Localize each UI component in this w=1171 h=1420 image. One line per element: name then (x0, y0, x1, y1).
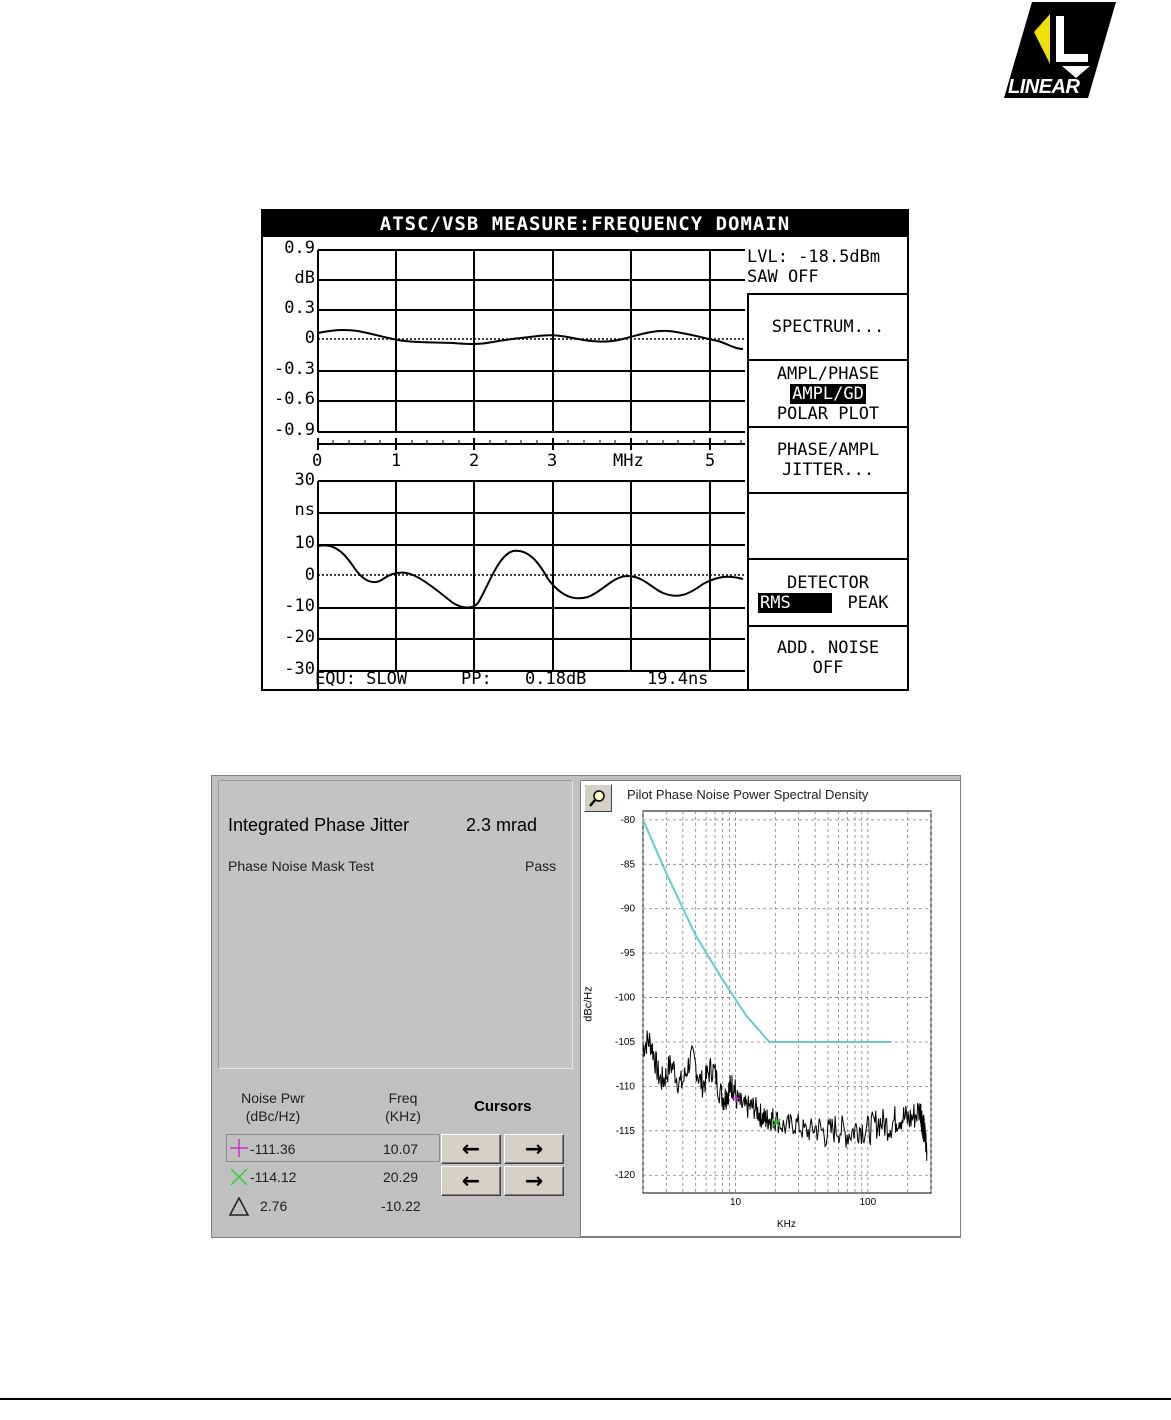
detector-softkey[interactable] (749, 558, 907, 625)
y-tick-label: -100 (614, 992, 635, 1004)
cursor1-noise-pwr: -111.36 (250, 1141, 296, 1157)
group-delay-trace (318, 545, 743, 607)
results-box (218, 780, 573, 1069)
add-noise-value: OFF (812, 658, 844, 678)
jitter-value: 2.3 mrad (466, 815, 538, 835)
noise-pwr-header-line1: Noise Pwr (241, 1090, 305, 1106)
cursor2-freq: 20.29 (383, 1169, 419, 1185)
phase-ampl-jitter-softkey[interactable] (749, 426, 907, 492)
pp-ns-value: 19.4ns (647, 669, 709, 689)
spectrum-softkey[interactable] (749, 293, 907, 359)
psd-chart-panel (580, 780, 961, 1237)
freq-header-line1: Freq (388, 1090, 418, 1106)
cursor2-noise-pwr: -114.12 (250, 1169, 297, 1185)
pp-label: PP: (461, 669, 492, 689)
ampl-axis-label: 0 (304, 328, 315, 348)
x-tick-label: 10 (729, 1197, 742, 1208)
ampl-gd-label: AMPL/GD (792, 383, 864, 404)
gd-axis-label: -20 (284, 627, 315, 647)
empty-softkey[interactable] (749, 492, 907, 558)
y-tick-label: -120 (614, 1170, 635, 1182)
gd-axis-label: -10 (284, 596, 315, 616)
cursors-label: Cursors (474, 1098, 532, 1115)
psd-chart (581, 781, 960, 1236)
delta-triangle-icon (228, 1195, 250, 1217)
freq-header (378, 1089, 428, 1125)
freq-axis-label: 2 (469, 451, 480, 471)
cursor-table (218, 1071, 578, 1231)
freq-axis-label: 1 (391, 451, 402, 471)
level-readout: LVL: -18.5dBm (747, 247, 881, 267)
mask-test-result: Pass (525, 858, 557, 874)
cursor2-left-button[interactable]: ← (441, 1166, 501, 1196)
ampl-axis-label: -0.6 (274, 389, 315, 409)
gd-axis-label: 10 (294, 533, 315, 553)
cursor2-cross-icon (228, 1166, 250, 1188)
x-tick-label: 100 (859, 1197, 877, 1208)
gd-axis-label: -30 (284, 659, 315, 679)
equalizer-status: EQU: SLOW (315, 669, 408, 689)
noise-pwr-header-line2: (dBc/Hz) (245, 1108, 301, 1124)
y-tick-label: -90 (620, 903, 635, 915)
frequency-domain-plots (263, 211, 749, 691)
add-noise-softkey[interactable] (749, 625, 907, 689)
ampl-phase-softkey[interactable] (749, 359, 907, 426)
jitter-label: JITTER... (781, 460, 875, 480)
saw-readout: SAW OFF (747, 267, 819, 287)
gd-axis-label: 30 (294, 470, 315, 490)
mask-test-label: Phase Noise Mask Test (228, 858, 375, 874)
cursor2-right-button[interactable]: → (504, 1166, 564, 1196)
mask-line (643, 820, 891, 1042)
jitter-label: Integrated Phase Jitter (228, 815, 410, 835)
ampl-axis-label: -0.9 (274, 420, 315, 440)
y-tick-label: -85 (620, 859, 635, 871)
y-tick-label: -105 (614, 1036, 635, 1048)
gd-axis-label: ns (294, 500, 315, 520)
detector-label: DETECTOR (787, 572, 869, 593)
phase-ampl-label: PHASE/AMPL (776, 440, 880, 460)
spectrum-label: SPECTRUM... (771, 317, 885, 337)
chart-title: Pilot Phase Noise Power Spectral Density (627, 787, 869, 802)
ampl-phase-label: AMPL/PHASE (776, 363, 880, 384)
freq-axis-label: 0 (312, 451, 323, 471)
ampl-axis-label: 0.9 (284, 238, 315, 258)
phase-noise-panel (211, 775, 961, 1238)
noise-pwr-header (218, 1089, 328, 1125)
freq-header-line2: (KHz) (385, 1108, 421, 1124)
cursor1-freq: 10.07 (383, 1141, 419, 1157)
y-tick-label: -115 (615, 1125, 635, 1137)
delta-noise-pwr: 2.76 (260, 1198, 288, 1214)
y-tick-label: -95 (620, 948, 635, 960)
y-axis-label: dBc/Hz (582, 986, 595, 1022)
gd-axis-label: 0 (304, 565, 315, 585)
cursor1-plus-icon (228, 1137, 250, 1159)
freq-axis-label: 3 (547, 451, 558, 471)
y-tick-label: -110 (615, 1081, 635, 1093)
ampl-axis-label: dB (294, 268, 315, 288)
psd-trace (643, 1030, 927, 1160)
logo-text: LINEAR (1008, 76, 1080, 98)
delta-freq: -10.22 (381, 1198, 421, 1214)
y-tick-label: -80 (620, 814, 635, 826)
x-axis-label: KHz (777, 1219, 796, 1230)
polar-plot-label: POLAR PLOT (776, 403, 880, 424)
atsc-measure-screen (261, 209, 909, 691)
peak-label: PEAK (847, 592, 889, 613)
pp-db-value: 0.18dB (525, 669, 587, 689)
add-noise-label: ADD. NOISE (776, 638, 880, 658)
screen-title: ATSC/VSB MEASURE:FREQUENCY DOMAIN (263, 211, 907, 237)
cursor1-left-button[interactable]: ← (441, 1134, 501, 1164)
footer-rule (0, 1398, 1171, 1400)
freq-axis-label: 5 (705, 451, 716, 471)
ampl-axis-label: 0.3 (284, 298, 315, 318)
rms-label: RMS (758, 593, 832, 613)
cursor1-right-button[interactable]: → (504, 1134, 564, 1164)
freq-unit-label: MHz (613, 451, 644, 471)
ampl-axis-label: -0.3 (274, 359, 315, 379)
